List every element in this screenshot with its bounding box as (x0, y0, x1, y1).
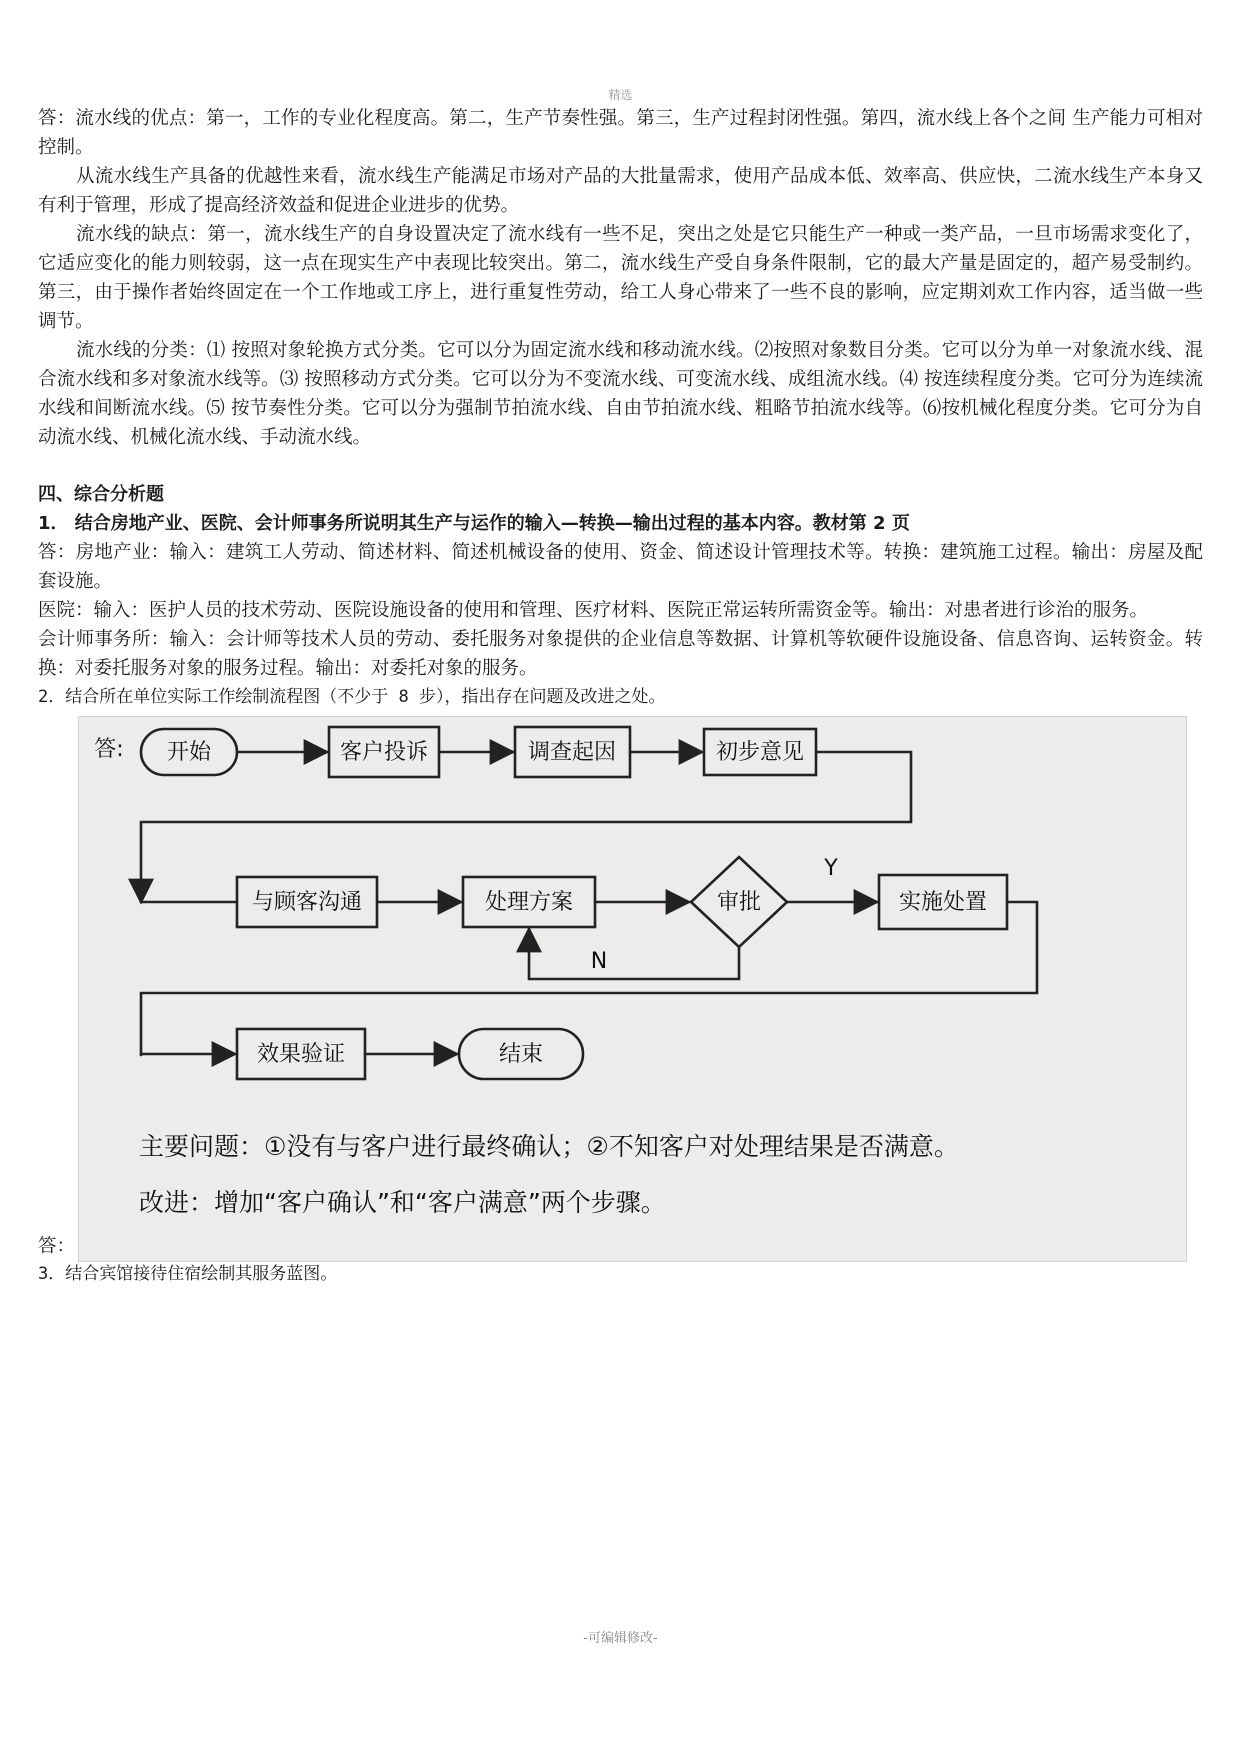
answer-accounting: 会计师事务所：输入：会计师等技术人员的劳动、委托服务对象提供的企业信息等数据、计算机等软硬件设施设备、信息咨询、运转资金。转换：对委托服务对象的服务过程。输出：对委托对象的服务。 (38, 629, 1203, 679)
answer-real-estate: 答：房地产业：输入：建筑工人劳动、简述材料、简述机械设备的使用、资金、简述设计管理技术等。转换：建筑施工过程。输出：房屋及配套设施。 (38, 542, 1203, 592)
label-communicate: 与顾客沟通 (251, 890, 363, 915)
flowchart-image (78, 716, 1187, 1262)
question-1: 1． 结合房地产业、医院、会计师事务所说明其生产与运作的输入—转换—输出过程的基本内容。教材第 2 页 (38, 513, 910, 534)
label-no: N (590, 949, 608, 974)
paragraph-classification: 流水线的分类：⑴ 按照对象轮换方式分类。它可以分为固定流水线和移动流水线。⑵按照对象数目分类。它可以分为单一对象流水线、混合流水线和多对象流水线等。⑶ 按照移动方式分类。它可以分为不变流水线、可变流水线、成组流水线。⑷ 按连续程度分类。它可分为连续流水线和间断流水线。⑸ 按节奏性分类。它可以分为强制节拍流水线、自由节拍流水线、粗略节拍流水线等。⑹按机械化程度分类。它可分为自动流水线、机械化流水线、手动流水线。 (38, 340, 1203, 448)
label-implement: 实施处置 (898, 890, 988, 915)
question-2: 2．结合所在单位实际工作绘制流程图（不少于 8 步），指出存在问题及改进之处。 (38, 687, 666, 707)
label-survey: 调查起因 (527, 740, 617, 765)
section-title: 四、综合分析题 (38, 484, 164, 505)
flowchart-row (38, 712, 1203, 1260)
question-3: 3．结合宾馆接待住宿绘制其服务蓝图。 (38, 1264, 338, 1284)
paragraph-superiority: 从流水线生产具备的优越性来看，流水线生产能满足市场对产品的大批量需求，使用产品成本低、效率高、供应快，二流水线生产本身又有利于管理，形成了提高经济效益和促进企业进步的优势。 (38, 166, 1203, 216)
label-plan: 处理方案 (484, 890, 574, 915)
label-start: 开始 (166, 740, 212, 765)
label-yes: Y (824, 856, 838, 881)
label-approve: 审批 (716, 890, 762, 915)
label-initial: 初步意见 (715, 740, 805, 765)
flowchart-ans-mark: 答: (94, 737, 124, 762)
label-end: 结束 (498, 1042, 544, 1067)
answer-hospital: 医院：输入：医护人员的技术劳动、医院设施设备的使用和管理、医疗材料、医院正常运转所需资金等。输出：对患者进行诊治的服务。 (38, 600, 1149, 621)
flowchart-problem: 主要问题：①没有与客户进行最终确认；②不知客户对处理结果是否满意。 (139, 1132, 959, 1161)
page-header: 精选 (608, 88, 633, 102)
label-complaint: 客户投诉 (339, 740, 429, 765)
flowchart-improve: 改进：增加“客户确认”和“客户满意”两个步骤。 (139, 1188, 666, 1217)
answer-label: 答： (38, 1236, 76, 1257)
paragraph-advantages: 答：流水线的优点：第一，工作的专业化程度高。第二，生产节奏性强。第三，生产过程封闭性强。第四，流水线上各个之间 生产能力可相对控制。 (38, 108, 1203, 158)
arrow-no (529, 929, 739, 979)
flowchart-svg (79, 717, 1186, 1261)
page-footer: -可编辑修改- (583, 1631, 658, 1646)
paragraph-disadvantages: 流水线的缺点：第一，流水线生产的自身设置决定了流水线有一些不足，突出之处是它只能生产一种或一类产品，一旦市场需求变化了，它适应变化的能力则较弱，这一点在现实生产中表现比较突出。第二，流水线生产受自身条件限制，它的最大产量是固定的，超产易受制约。第三，由于操作者始终固定在一个工作地或工序上，进行重复性劳动，给工人身心带来了一些不良的影响，应定期刘欢工作内容，适当做一些调节。 (38, 224, 1203, 332)
label-verify: 效果验证 (256, 1042, 346, 1067)
document-body (38, 104, 1203, 1289)
